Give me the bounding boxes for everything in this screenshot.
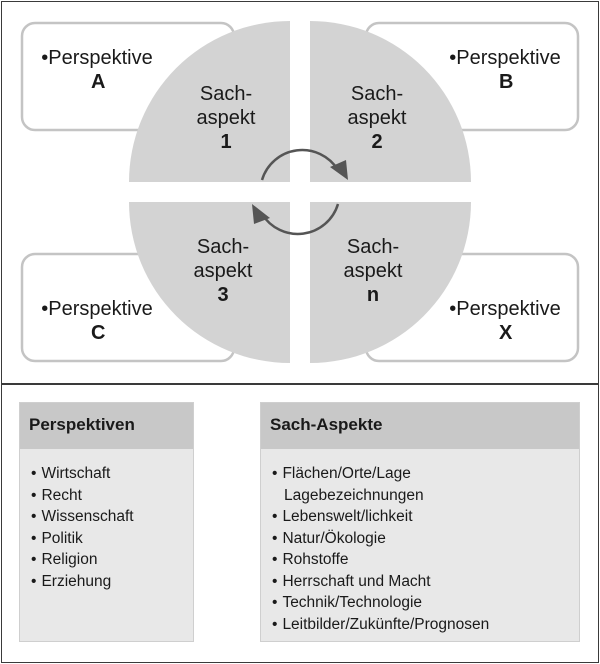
sachaspekt-line: aspekt bbox=[347, 107, 407, 129]
list-item bbox=[272, 506, 579, 528]
list-item-text: Politik bbox=[41, 529, 83, 547]
sachaspekt-line: aspekt bbox=[196, 107, 256, 129]
perspective-letter: X bbox=[499, 322, 513, 344]
list-item-text: Lebenswelt/lichkeit bbox=[282, 508, 413, 525]
bullet: • bbox=[31, 486, 37, 504]
list-item-text: Lagebezeichnungen bbox=[284, 486, 424, 504]
perspektiven-list bbox=[20, 449, 193, 592]
list-item-text: Wirtschaft bbox=[41, 465, 111, 482]
perspective-label: Perspektive bbox=[48, 47, 153, 69]
list-item-continuation bbox=[272, 485, 579, 507]
list-item bbox=[272, 614, 579, 636]
sachaspekt-number: n bbox=[366, 284, 380, 306]
list-item bbox=[31, 528, 193, 550]
sachaspekt-number: 1 bbox=[220, 131, 232, 153]
sachaspekte-panel-title: Sach-Aspekte bbox=[261, 403, 579, 449]
perspective-c-label bbox=[27, 297, 167, 345]
bullet: • bbox=[41, 298, 49, 320]
perspective-letter: B bbox=[499, 71, 514, 93]
bullet: • bbox=[272, 594, 278, 611]
bullet: • bbox=[31, 551, 37, 568]
perspektiven-panel bbox=[19, 402, 194, 642]
bullet: • bbox=[272, 551, 278, 568]
list-item-text: Leitbilder/Zukünfte/Prognosen bbox=[282, 615, 490, 633]
list-item bbox=[31, 463, 193, 485]
perspective-label: Perspektive bbox=[48, 298, 153, 320]
bullet: • bbox=[449, 47, 457, 69]
sachaspekt-3-label bbox=[168, 235, 278, 307]
bullet: • bbox=[31, 572, 37, 590]
list-item bbox=[272, 528, 579, 550]
list-item bbox=[272, 592, 579, 614]
perspective-a-label bbox=[27, 46, 167, 94]
list-item-text: Technik/Technologie bbox=[282, 594, 423, 611]
list-item bbox=[272, 463, 579, 485]
sachaspekt-number: 3 bbox=[217, 284, 229, 306]
perspective-letter: A bbox=[91, 71, 106, 93]
sachaspekte-list bbox=[261, 449, 579, 635]
list-item-text: Flächen/Orte/Lage bbox=[282, 465, 411, 482]
perspective-b-label bbox=[435, 46, 575, 94]
sachaspekte-panel bbox=[260, 402, 580, 642]
sachaspekt-n-label bbox=[318, 235, 428, 307]
list-item-text: Natur/Ökologie bbox=[282, 529, 386, 547]
sachaspekt-line: Sach- bbox=[196, 236, 250, 258]
sachaspekt-line: Sach- bbox=[346, 236, 400, 258]
list-item bbox=[272, 549, 579, 571]
sachaspekt-1-label bbox=[171, 82, 281, 154]
perspective-letter: C bbox=[91, 322, 106, 344]
perspective-x-label bbox=[435, 297, 575, 345]
bullet: • bbox=[41, 47, 49, 69]
list-item bbox=[31, 485, 193, 507]
list-item-text: Rohstoffe bbox=[282, 551, 349, 568]
sachaspekt-line: Sach- bbox=[350, 83, 404, 105]
perspektiven-panel-title: Perspektiven bbox=[20, 403, 193, 449]
sachaspekt-line: aspekt bbox=[193, 260, 253, 282]
bullet: • bbox=[449, 298, 457, 320]
list-item bbox=[272, 571, 579, 593]
sachaspekt-line: Sach- bbox=[199, 83, 253, 105]
list-item bbox=[31, 571, 193, 593]
list-item-text: Herrschaft und Macht bbox=[282, 572, 431, 590]
bullet: • bbox=[272, 615, 278, 633]
sachaspekt-2-label bbox=[322, 82, 432, 154]
list-item-text: Recht bbox=[41, 486, 82, 504]
list-item-text: Erziehung bbox=[41, 572, 112, 590]
sachaspekt-number: 2 bbox=[371, 131, 383, 153]
list-item-text: Wissenschaft bbox=[41, 508, 134, 525]
perspective-label: Perspektive bbox=[456, 47, 561, 69]
perspective-label: Perspektive bbox=[456, 298, 561, 320]
sachaspekt-line: aspekt bbox=[343, 260, 403, 282]
bullet: • bbox=[31, 508, 37, 525]
list-item bbox=[31, 549, 193, 571]
list-item-text: Religion bbox=[41, 551, 98, 568]
bullet: • bbox=[272, 465, 278, 482]
bullet: • bbox=[272, 529, 278, 547]
bullet: • bbox=[31, 465, 37, 482]
bullet: • bbox=[272, 572, 278, 590]
list-item bbox=[31, 506, 193, 528]
bullet: • bbox=[272, 508, 278, 525]
bullet: • bbox=[31, 529, 37, 547]
